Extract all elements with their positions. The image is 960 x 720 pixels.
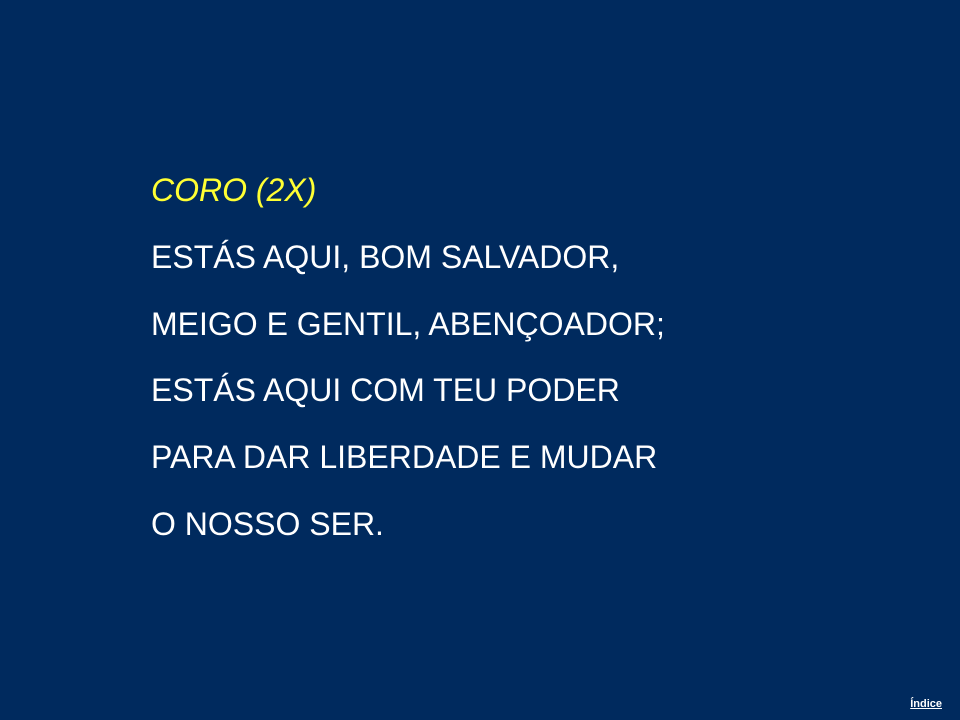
lyric-line-4: PARA DAR LIBERDADE E MUDAR xyxy=(151,439,658,476)
lyrics-block xyxy=(151,167,931,568)
lyric-line-3: ESTÁS AQUI COM TEU PODER xyxy=(151,372,620,409)
lyric-line-2: MEIGO E GENTIL, ABENÇOADOR; xyxy=(151,305,665,342)
lyric-line-5: O NOSSO SER. xyxy=(151,505,384,542)
index-link[interactable]: Índice xyxy=(910,698,942,710)
lyric-line-1: ESTÁS AQUI, BOM SALVADOR, xyxy=(151,238,620,275)
chorus-heading: CORO (2X) xyxy=(151,172,317,208)
